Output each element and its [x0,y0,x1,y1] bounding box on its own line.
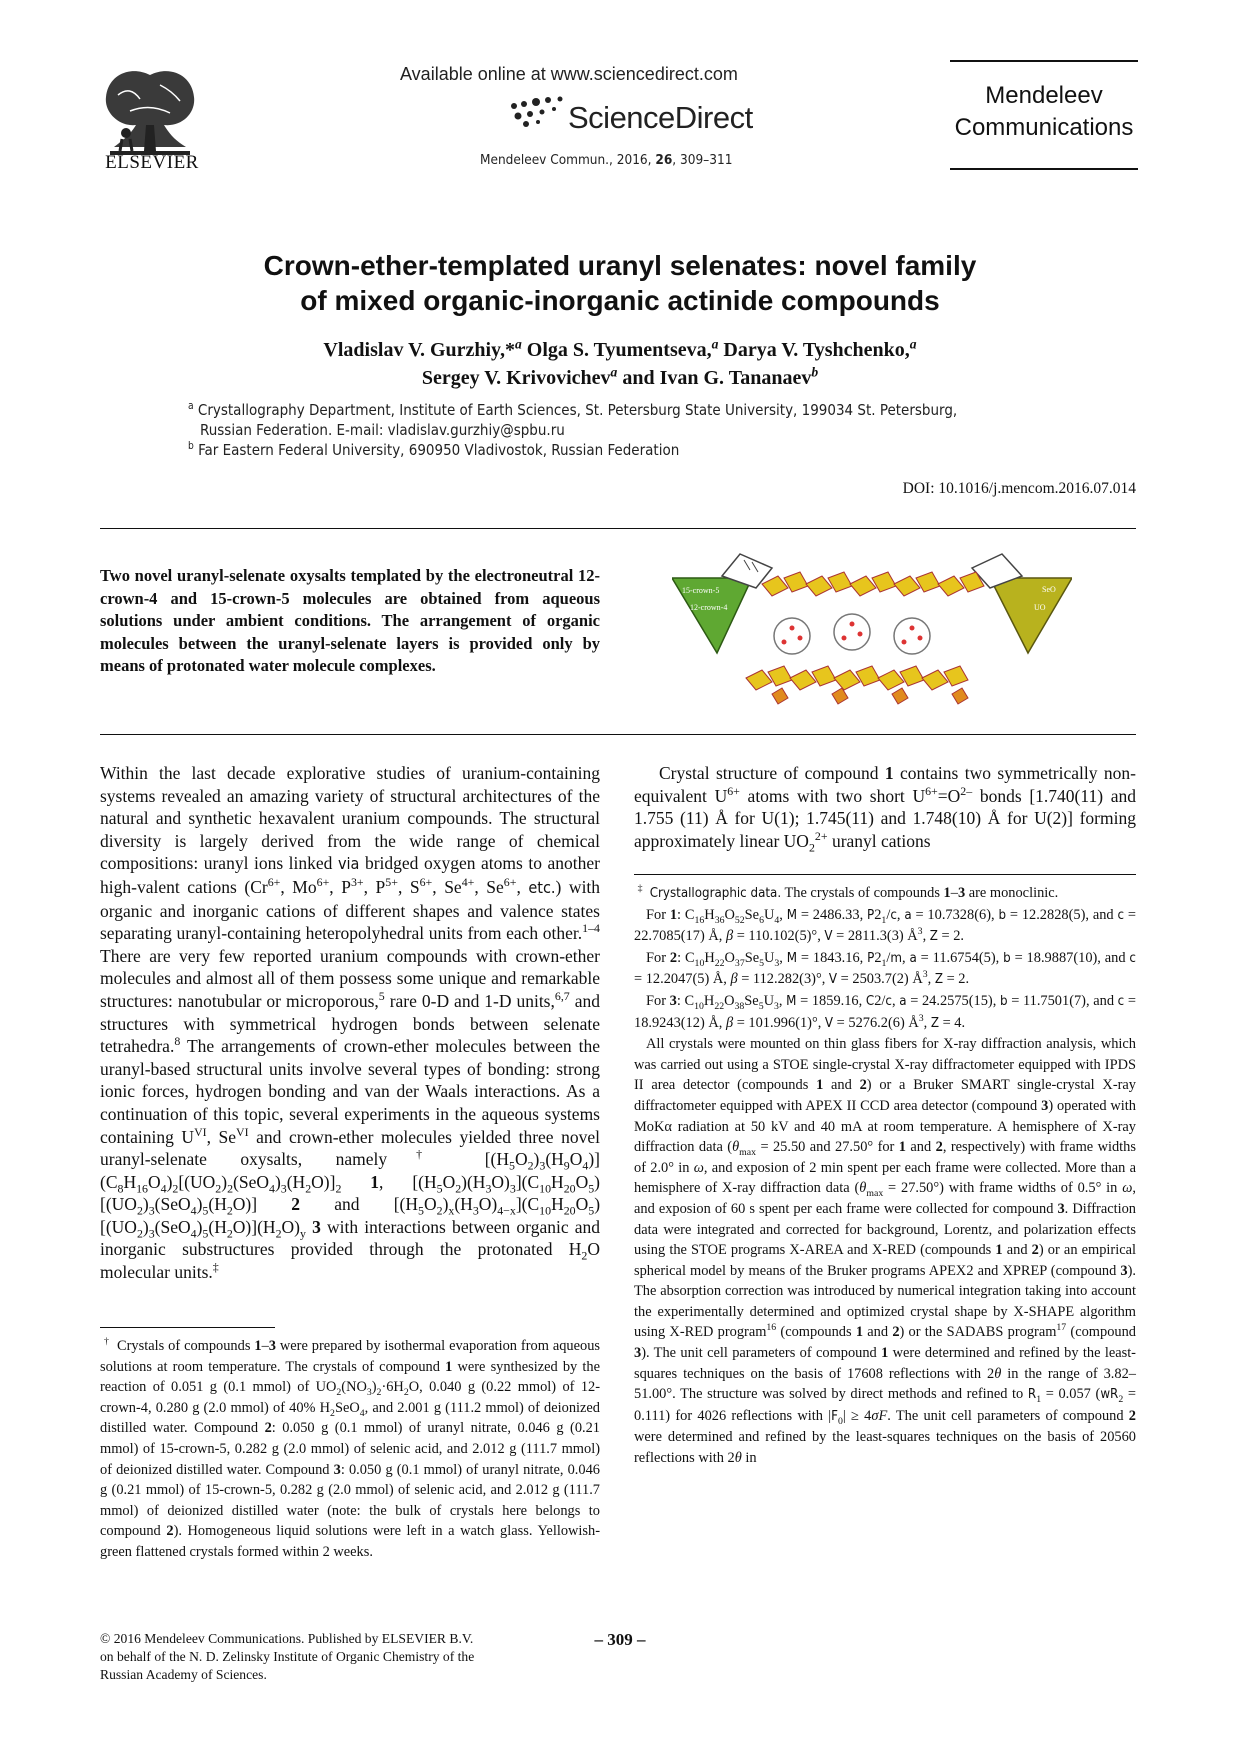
publisher-name: ELSEVIER [105,152,199,173]
article-title: Crown-ether-templated uranyl selenates: novel family of mixed organic-inorganic actinide compounds [263,250,977,316]
crown12-label: 12-crown-4 [690,603,728,612]
body-right-column: Crystal structure of compound 1 contains two symmetrically non-equivalent $U^{6+}$ atoms with two short $U^{6+}=O^{2-}$ bonds [1.740(11) and 1.755 (11) Å for U(1); 1.745(11) and 1.748(10) Å for U(2)] forming approximately linear $UO_2^{2+}$ uranyl cations [634,763,1136,855]
copyright-notice: © 2016 Mendeleev Communications. Published by ELSEVIER B.V. on behalf of the N. D. Zelinsky Institute of Organic Chemistry of the Russian Academy of Sciences. [100,1631,475,1682]
journal-name: Mendeleev Communications [954,82,1134,141]
top-layer [762,572,984,596]
author-list: Vladislav V. Gurzhiy,*$^a$ Olga S. Tyumentseva,$^a$ Darya V. Tyshchenko,$^a$ Sergey V. Krivovichev$^a$ and Ivan G. Tananaev$^b$ [323,336,917,389]
crown15-label: 15-crown-5 [682,586,720,595]
abstract: Two novel uranyl-selenate oxysalts templated by the electroneutral 12-crown-4 and 15-crown-5 molecules are obtained from aqueous solutions under ambient conditions. The arrangement of organic molecules between the uranyl-selenate layers is provided only by means of protonated water molecule complexes. [100,566,600,676]
footnote-divider [634,874,1136,875]
footnote-divider [100,1327,275,1328]
bottom-layer [746,666,968,690]
divider [100,528,1136,529]
doi[interactable]: DOI: 10.1016/j.mencom.2016.07.014 [902,480,1136,497]
footnote-crystallography: ‡ Crystallographic data. The crystals of compounds 1–3 are monoclinic. For 1: $C_{16}H_{36}O_{52}Se_6U_4$, M = 2486.33, $P2_1/c$, a = 10.7328(6), b = 12.2828(5), and c = 22.7085(17) Å, β = 110.102(5)°, V = 2811.3(3) $Å^3$, Z = 2. For 2: $C_{10}H_{22}O_{37}Se_5U_3$, M = 1843.16, $P2_1/m$, a = 11.6754(5), b = 18.9887(10), and c = 12.2047(5) Å, β = 112.282(3)°, V = 2503.7(2) $Å^3$, Z = 2. For 3: $C_{10}H_{22}O_{38}Se_5U_3$, M = 1859.16, C2/c, a = 24.2575(15), b = 11.7501(7), and c = 18.9243(12) Å, β = 101.996(1)°, V = 5276.2(6) $Å^3$, Z = 4. All crystals were mounted on thin glass fibers for X-ray diffraction analysis, which was carried out using a STOE single-crystal X-ray diffractometer equipped with IPDS II area detector (compounds 1 and 2) or a Bruker SMART single-crystal X-ray diffractometer equipped with APEX II CCD area detector (compound 3) operated with MoKα radiation at 50 kV and 40 mA at room temperature. A hemisphere of X-ray diffraction data ($\theta_{max} = 25.50$ and 27.50° for 1 and 2, respectively) with frame widths of 2.0° in ω, and exposion of 2 min spent per each frame were collected. More than a hemisphere of X-ray diffraction data $(\theta_{max} = 27.50^\circ)$ with frame widths of 0.5° in ω, and exposion of 60 s spent per each frame were collected for compound 3. Diffraction data were integrated and corrected for background, Lorentz, and polarization effects using the STOE programs X-AREA and X-RED (compounds 1 and 2) or an empirical spherical model by means of the Bruker programs APEX2 and XPREP (compound 3). The absorption correction was introduced by numerical integration taking into account the experimentally determined and optimized crystal shape by X-SHAPE algorithm using X-RED program$^{16}$ (compounds 1 and 2) or the SADABS program$^{17}$ (compound 3). The unit cell parameters of compound 1 were determined and refined by the least-squares techniques on the basis of 17608 reflections with 2θ in the range of 3.82–51.00°. The structure was solved by direct methods and refined to $R_1 = 0.057$ $(wR_2 = 0.111)$ for 4026 reflections with $|F_0| \ge 4\sigma F$. The unit cell parameters of compound 2 were determined and refined by the least-squares techniques on the basis of 20560 reflections with 2θ in [634,883,1137,1467]
body-left-column: Within the last decade explorative studies of uranium-containing systems revealed an amazing variety of structural architectures of the natural and synthetic hexavalent uranium compounds. The structural diversity is largely derived from the wide range of chemical compositions: uranyl ions linked via bridged oxygen atoms to another high-valent cations ($Cr^{6+}$, $Mo^{6+}$, $P^{3+}$, $P^{5+}$, $S^{6+}$, $Se^{4+}$, $Se^{6+}$, etc.) with organic and inorganic cations of different shapes and valence states separating uranyl-containing heteropolyhedral units from each other.$^{1-4}$ There are very few reported uranium compounds with crown-ether molecules and almost all of them possess some unique and remarkable structures: nanotubular or microporous,$^5$ rare 0-D and 1-D units,$^{6,7}$ and structures with symmetrical hydrogen bonds between selenate tetrahedra.$^8$ The arrangements of crown-ether molecules between the uranyl-based structural units involve several types of bonding: strong ionic forces, hydrogen bonding and van der Waals interactions. As a continuation of this topic, several experiments in the aqueous systems containing $U^{VI}$, $Se^{VI}$ and crown-ether molecules yielded three novel uranyl-selenate oxysalts, namely† $[(H_5O_2)_3(H_9O_4)](C_8H_{16}O_4)_2[(UO_2)_2(SeO_4)_3(H_2O)]_2$ 1, $[(H_5O_2)(H_3O)_3](C_{10}H_{20}O_5)[(UO_2)_3(SeO_4)_5(H_2O)]$ 2 and $[(H_5O_2)_x(H_3O)_{4-x}](C_{10}H_{20}O_5)[(UO_2)_3(SeO_4)_5(H_2O)](H_2O)_y$ 3 with interactions between organic and inorganic substructures provided through the protonated $H_2O$ molecular units.‡ [100,763,601,1283]
footnote-synthesis: † Crystals of compounds 1–3 were prepared by isothermal evaporation from aqueous solutions at room temperature. The crystals of compound 1 were synthesized by the reaction of 0.051 g (0.1 mmol) of $UO_2(NO_3)_2\cdot 6H_2O$, 0.040 g (0.22 mmol) of 12-crown-4, 0.280 g (2.0 mmol) of 40% $H_2SeO_4$, and 2.001 g (111.2 mmol) of deionized distilled water. Compound 2: 0.050 g (0.1 mmol) of uranyl nitrate, 0.046 g (0.21 mmol) of 15-crown-5, 0.282 g (2.0 mmol) of selenic acid, and 2.012 g (111.7 mmol) of deionized distilled water. Compound 3: 0.050 g (0.1 mmol) of uranyl nitrate, 0.046 g (0.21 mmol) of 15-crown-5, 0.282 g (2.0 mmol) of selenic acid, and 2.012 g (111.7 mmol) of deionized distilled water (note: the bulk of crystals here belongs to compound 2). Homogeneous liquid solutions were left in a watch glass. Yellowish-green flattened crystals formed within 2 weeks. [100,1336,601,1560]
seo4-label: SeO [1042,585,1056,594]
graphical-abstract-image [672,548,1072,714]
divider [100,734,1136,735]
sciencedirect-wordmark[interactable]: ScienceDirect [568,100,753,135]
page-number: – 309 – [594,1630,646,1649]
available-online-link[interactable]: Available online at www.sciencedirect.com [400,64,738,84]
uo2-label: UO [1034,603,1046,612]
sciencedirect-dots-icon [508,96,574,134]
affiliations: $^a$ Crystallography Department, Institute of Earth Sciences, St. Petersburg State University, 199034 St. Petersburg, Russian Federation. E-mail: vladislav.gurzhiy@spbu.ru $^b$ Far Eastern Federal University, 690950 Vladivostok, Russian Federation [188,401,958,459]
journal-citation: Mendeleev Commun., 2016, 26, 309–311 [480,152,733,168]
